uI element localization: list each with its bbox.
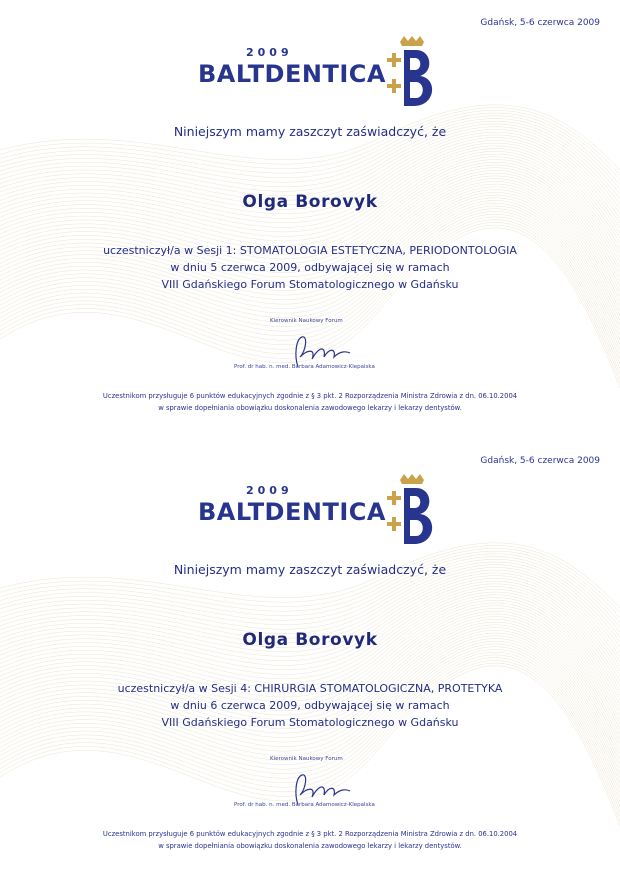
participant-name: Olga Borovyk <box>242 192 378 212</box>
crowned-b-logo-icon <box>382 36 438 108</box>
baltdentica-logo <box>196 474 441 546</box>
guilloche-line <box>0 143 620 238</box>
signatory-role: Kierownik Naukowy Forum <box>270 756 343 762</box>
date-line: w dniu 6 czerwca 2009, odbywającej się w ramach <box>170 699 450 712</box>
points-note-line2: w sprawie dopełniania obowiązku doskonalenia zawodowego lekarzy i lekarzy dentystów. <box>158 842 462 850</box>
logo-year: 2009 <box>246 46 293 59</box>
logo-name: BALTDENTICA <box>198 60 386 88</box>
intro-text: Niniejszym mamy zaszczyt zaświadczyć, że <box>173 562 447 577</box>
guilloche-line <box>0 548 620 617</box>
signatory-name: Prof. dr hab. n. med. Barbara Adamowicz-Klepalska <box>234 802 375 808</box>
issue-date: Gdańsk, 5-6 czerwca 2009 <box>480 456 600 466</box>
participant-name: Olga Borovyk <box>242 630 378 650</box>
date-line: w dniu 5 czerwca 2009, odbywającej się w ramach <box>170 261 450 274</box>
guilloche-line <box>0 578 620 671</box>
points-note-line1: Uczestnikom przysługuje 6 punktów edukacyjnych zgodnie z § 3 pkt. 2 Rozporządzenia Ministra Zdrowia z dn. 06.10.2004 <box>102 392 518 400</box>
forum-line: VIII Gdańskiego Forum Stomatologicznego w Gdańsku <box>161 278 459 291</box>
points-note-line1: Uczestnikom przysługuje 6 punktów edukacyjnych zgodnie z § 3 pkt. 2 Rozporządzenia Ministra Zdrowia z dn. 06.10.2004 <box>102 830 518 838</box>
issue-date: Gdańsk, 5-6 czerwca 2009 <box>480 18 600 28</box>
logo-year: 2009 <box>246 484 293 497</box>
forum-line: VIII Gdańskiego Forum Stomatologicznego w Gdańsku <box>161 716 459 729</box>
guilloche-line <box>0 546 620 613</box>
signatory-role: Kierownik Naukowy Forum <box>270 318 343 324</box>
session-line: uczestniczył/a w Sesji 1: STOMATOLOGIA ESTETYCZNA, PERIODONTOLOGIA <box>103 244 517 257</box>
guilloche-line <box>0 108 620 175</box>
baltdentica-logo <box>196 36 441 108</box>
intro-text: Niniejszym mamy zaszczyt zaświadczyć, że <box>173 124 447 139</box>
guilloche-line <box>0 581 620 676</box>
guilloche-line <box>0 110 620 179</box>
points-note-line2: w sprawie dopełniania obowiązku doskonalenia zawodowego lekarzy i lekarzy dentystów. <box>158 404 462 412</box>
signatory-name: Prof. dr hab. n. med. Barbara Adamowicz-Klepalska <box>234 364 375 370</box>
logo-name: BALTDENTICA <box>198 498 386 526</box>
guilloche-line <box>0 140 620 233</box>
certificate-2 <box>0 438 620 876</box>
crowned-b-logo-icon <box>382 474 438 546</box>
session-line: uczestniczył/a w Sesji 4: CHIRURGIA STOMATOLOGICZNA, PROTETYKA <box>117 682 503 695</box>
